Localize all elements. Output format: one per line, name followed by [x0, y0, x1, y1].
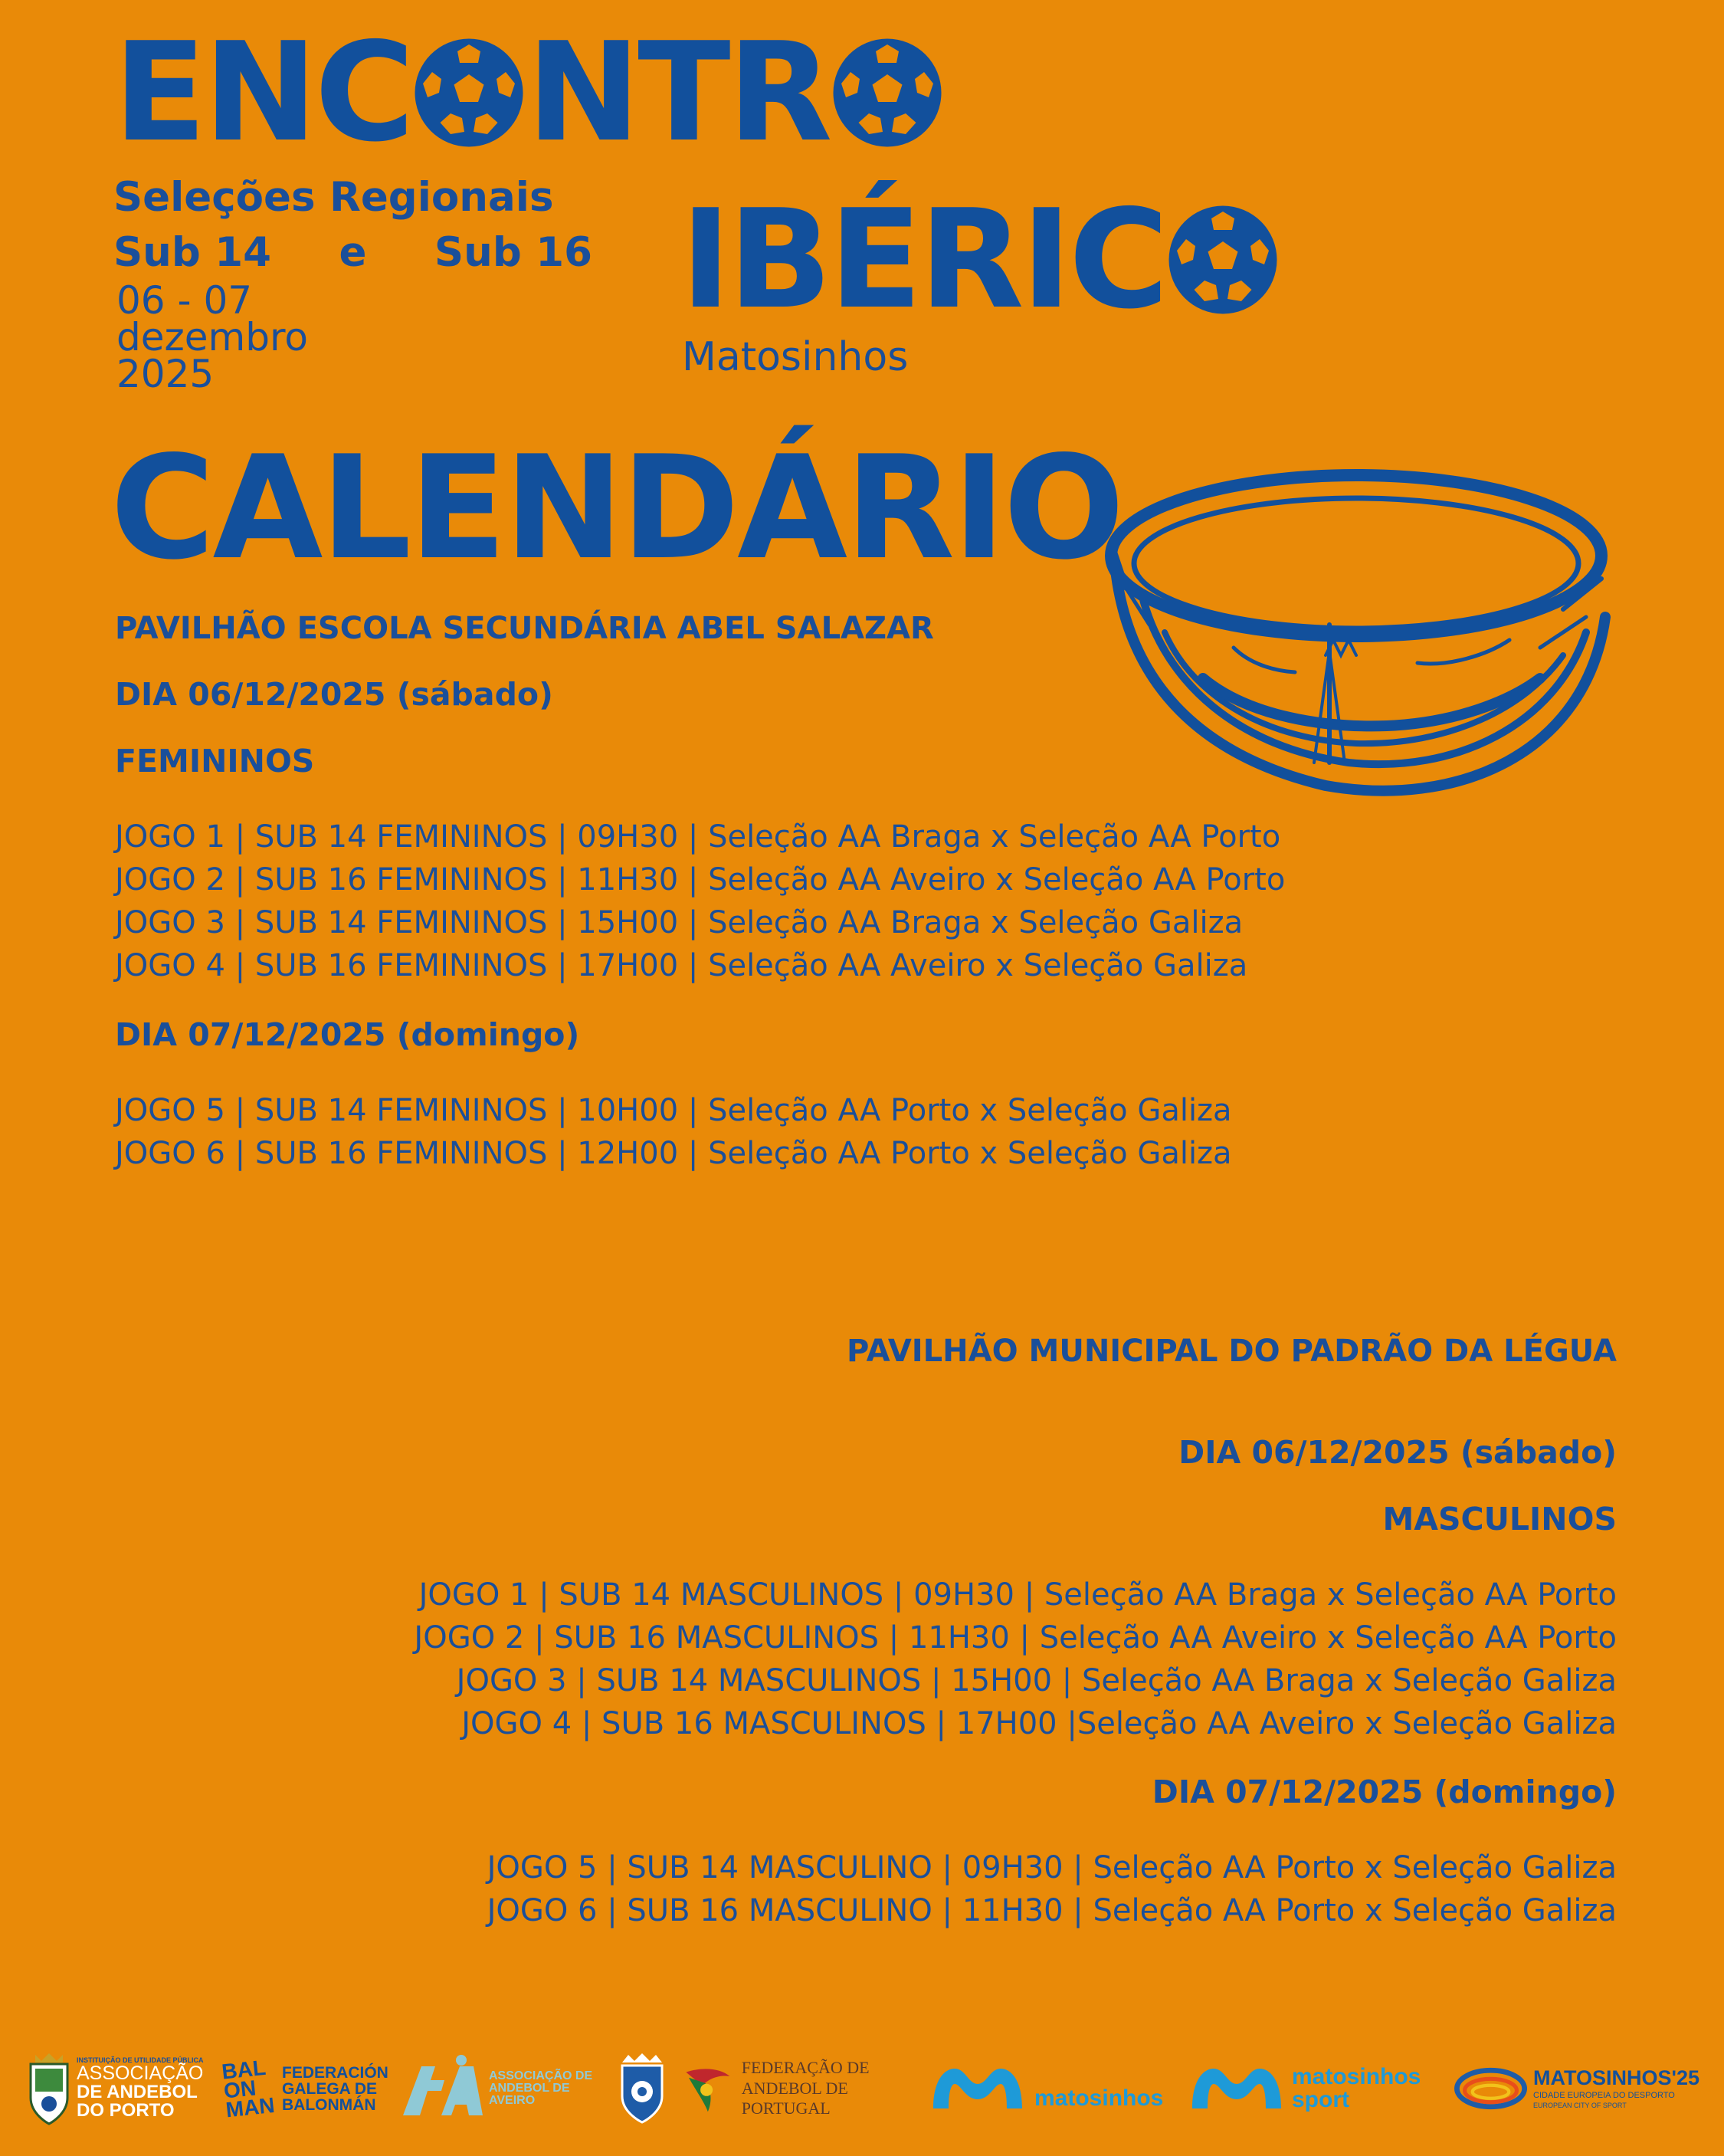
logo-aa-porto: [28, 2043, 211, 2135]
matosinhos25-rings-icon: [1454, 2062, 1527, 2115]
title-part3: IBÉRIC: [680, 180, 1166, 339]
game-row: JOGO 4 | SUB 16 MASCULINOS | 17H00 |Seleção AA Aveiro x Seleção Galiza: [461, 1706, 1617, 1741]
fap-line2: ANDEBOL DE PORTUGAL: [741, 2078, 848, 2118]
stadium-illustration: [1096, 448, 1624, 809]
fap-line1: FEDERAÇÃO DE: [741, 2058, 870, 2078]
aap-tag: INSTITUIÇÃO DE UTILIDADE PÚBLICA: [77, 2056, 204, 2064]
venue1-name: PAVILHÃO ESCOLA SECUNDÁRIA ABEL SALAZAR: [115, 611, 934, 646]
logo-matosinhos: [930, 2043, 1175, 2135]
handball-icon: [830, 35, 945, 150]
aveiro-association-icon: [400, 2054, 486, 2123]
sponsor-logos: [0, 2043, 1724, 2135]
subtitle-line2: [113, 225, 592, 281]
game-row: JOGO 1 | SUB 14 FEMININOS | 09H30 | Seleção AA Braga x Seleção AA Porto: [115, 819, 1281, 855]
fgb-line3: BALONMÁN: [282, 2095, 376, 2114]
aaa-line3: AVEIRO: [489, 2094, 536, 2107]
handball-icon: [1165, 202, 1280, 317]
venue2-day1-games: [414, 1574, 1617, 1745]
venue2-day2-games: [487, 1846, 1617, 1932]
aap-line2: DE ANDEBOL: [77, 2082, 198, 2102]
event-city: Matosinhos: [682, 334, 909, 380]
game-row: JOGO 5 | SUB 14 FEMININOS | 10H00 | Seleção AA Porto x Seleção Galiza: [115, 1093, 1232, 1128]
calendar-title: CALENDÁRIO: [110, 425, 1123, 591]
game-row: JOGO 6 | SUB 16 MASCULINO | 11H30 | Seleção AA Porto x Seleção Galiza: [487, 1893, 1617, 1928]
aap-line3: DO PORTO: [77, 2100, 175, 2121]
dates-line2: dezembro: [116, 315, 308, 359]
title-part1: ENC: [113, 13, 412, 172]
venue1-day1: DIA 06/12/2025 (sábado): [115, 676, 553, 713]
logo-fg-balonman: [220, 2043, 388, 2135]
dates-line3: 2025: [116, 352, 215, 396]
fgb-mark: BALON MAN: [220, 2056, 276, 2123]
m25-sub2: EUROPEAN CITY OF SPORT: [1533, 2102, 1627, 2109]
game-row: JOGO 5 | SUB 14 MASCULINO | 09H30 | Seleção AA Porto x Seleção Galiza: [487, 1850, 1617, 1885]
matosinhos-m-icon: [930, 2066, 1025, 2112]
fgb-line2: GALEGA DE: [282, 2079, 378, 2098]
venue2-name: PAVILHÃO MUNICIPAL DO PADRÃO DA LÉGUA: [846, 1334, 1617, 1369]
game-row: JOGO 2 | SUB 16 FEMININOS | 11H30 | Seleção AA Aveiro x Seleção AA Porto: [115, 862, 1286, 898]
fap-icon: [682, 2059, 734, 2118]
venue2-category: MASCULINOS: [1382, 1501, 1617, 1537]
matosinhos-sport-line1: matosinhos: [1292, 2064, 1421, 2089]
event-title-line1: [113, 13, 945, 172]
subtitle-block: [113, 170, 592, 281]
logo-matosinhos25: [1454, 2043, 1699, 2135]
subtitle-sub14: Sub 14: [113, 229, 272, 276]
game-row: JOGO 2 | SUB 16 MASCULINOS | 11H30 | Seleção AA Aveiro x Seleção AA Porto: [414, 1620, 1617, 1656]
aaa-line2: ANDEBOL DE: [489, 2082, 570, 2095]
subtitle-and: e: [339, 229, 367, 276]
venue1-category: FEMININOS: [115, 743, 315, 779]
event-dates: [116, 278, 308, 396]
game-row: JOGO 1 | SUB 14 MASCULINOS | 09H30 | Seleção AA Braga x Seleção AA Porto: [418, 1577, 1617, 1613]
aaa-line1: ASSOCIAÇÃO DE: [489, 2069, 593, 2082]
event-title-line2: [680, 180, 1280, 339]
coat-of-arms-icon: [28, 2050, 70, 2127]
subtitle-sub16: Sub 16: [434, 229, 592, 276]
venue1-day2-games: [115, 1089, 1232, 1175]
logo-club-crest: [618, 2043, 671, 2135]
matosinhos-sport-line2: sport: [1292, 2087, 1349, 2112]
matosinhos-sport-m-icon: [1189, 2066, 1284, 2112]
logo-aa-aveiro: [400, 2043, 607, 2135]
fgb-line1: FEDERACIÓN: [282, 2063, 388, 2082]
game-row: JOGO 3 | SUB 14 FEMININOS | 15H00 | Seleção AA Braga x Seleção Galiza: [115, 905, 1244, 940]
game-row: JOGO 3 | SUB 14 MASCULINOS | 15H00 | Seleção AA Braga x Seleção Galiza: [456, 1663, 1617, 1698]
venue1-day2: DIA 07/12/2025 (domingo): [115, 1016, 580, 1053]
m25-sub1: CIDADE EUROPEIA DO DESPORTO: [1533, 2091, 1675, 2100]
venue1-day1-games: [115, 815, 1285, 987]
aap-line1: ASSOCIAÇÃO: [77, 2062, 204, 2084]
game-row: JOGO 6 | SUB 16 FEMININOS | 12H00 | Seleção AA Porto x Seleção Galiza: [115, 1136, 1232, 1171]
venue2-day2: DIA 07/12/2025 (domingo): [1152, 1774, 1617, 1810]
dates-line1: 06 - 07: [116, 278, 253, 323]
logo-fap: [682, 2043, 919, 2135]
handball-icon: [411, 35, 526, 150]
club-crest-icon: [618, 2052, 667, 2125]
venue2-day1: DIA 06/12/2025 (sábado): [1178, 1434, 1617, 1471]
matosinhos-text: matosinhos: [1034, 2085, 1164, 2111]
game-row: JOGO 4 | SUB 16 FEMININOS | 17H00 | Seleção AA Aveiro x Seleção Galiza: [115, 948, 1248, 983]
m25-title: MATOSINHOS'25: [1533, 2066, 1699, 2089]
logo-matosinhos-sport: [1189, 2043, 1450, 2135]
title-part2: NTR: [526, 13, 830, 172]
subtitle-line1: Seleções Regionais: [113, 174, 554, 221]
